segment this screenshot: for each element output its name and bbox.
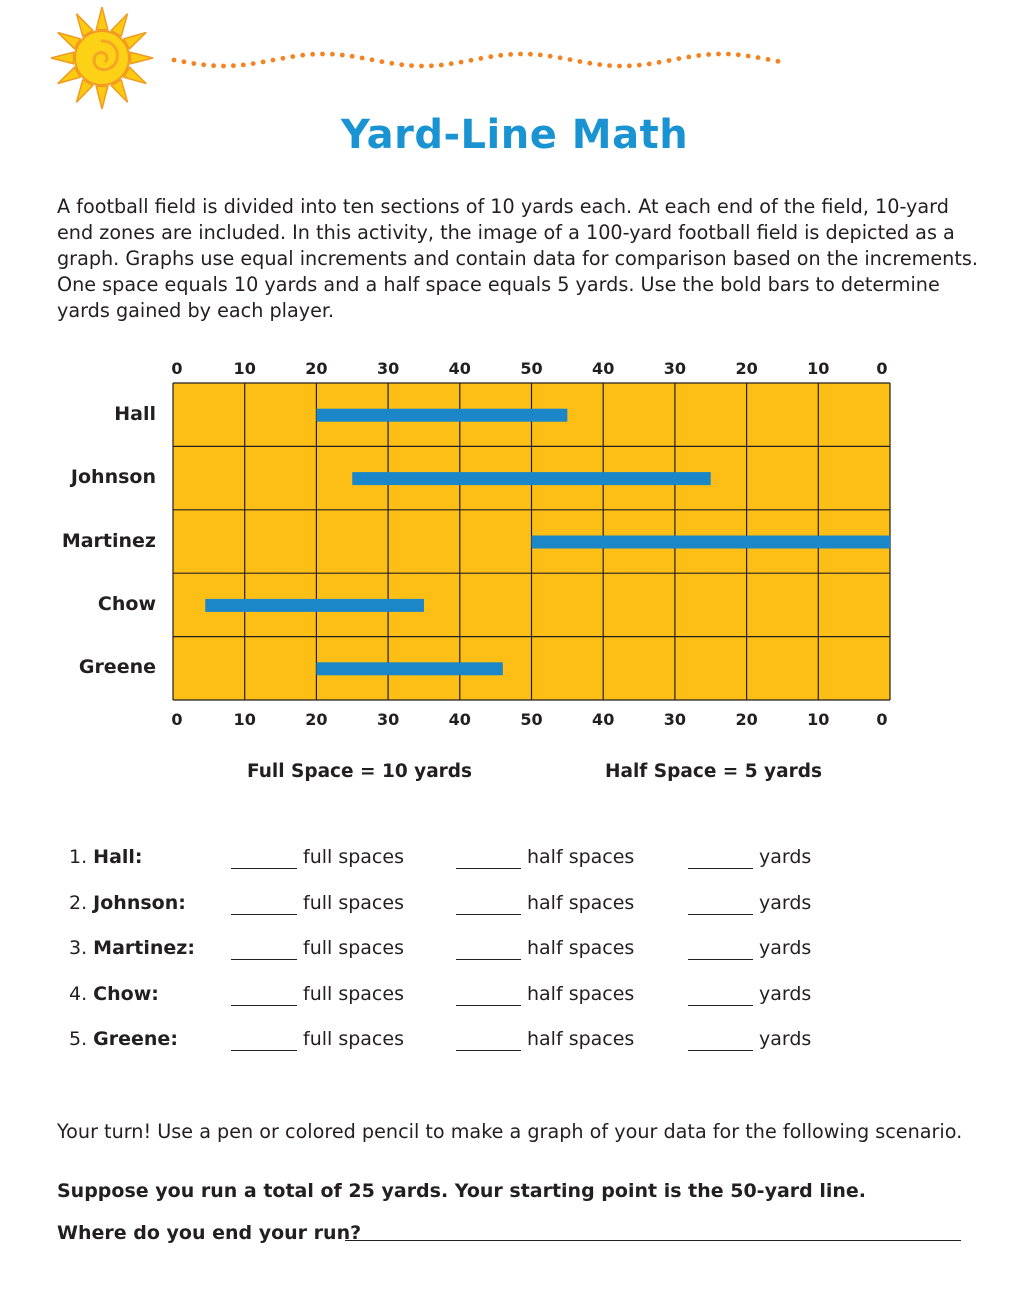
decoration-dot bbox=[290, 54, 295, 59]
yard-tick-label: 40 bbox=[448, 710, 471, 729]
decoration-dot bbox=[182, 59, 187, 64]
decoration-dot bbox=[231, 63, 236, 68]
decoration-dot bbox=[221, 64, 226, 69]
decoration-dot bbox=[518, 52, 523, 57]
decoration-dot bbox=[211, 63, 216, 68]
question-row bbox=[0, 846, 1029, 876]
decoration-dot bbox=[538, 53, 543, 58]
yards-answer-blank[interactable] bbox=[688, 914, 753, 915]
full-spaces-label: full spaces bbox=[303, 937, 404, 959]
half-spaces-label: half spaces bbox=[527, 937, 635, 959]
full-spaces-answer-blank[interactable] bbox=[231, 1005, 297, 1006]
full-spaces-label: full spaces bbox=[303, 1028, 404, 1050]
player-label: Hall bbox=[114, 402, 156, 425]
question-label bbox=[69, 937, 195, 959]
question-player-name: Hall: bbox=[93, 846, 143, 868]
yard-tick-label: 0 bbox=[876, 359, 888, 378]
yard-tick-label: 10 bbox=[807, 710, 830, 729]
decoration-dot bbox=[696, 53, 701, 58]
decoration-dot bbox=[776, 59, 781, 64]
decoration-dot bbox=[627, 63, 632, 68]
decoration-dot bbox=[350, 54, 355, 59]
yard-tick-label: 50 bbox=[520, 359, 543, 378]
decoration-dot bbox=[310, 52, 315, 57]
decoration-dot bbox=[340, 53, 345, 58]
decoration-dot bbox=[568, 57, 573, 62]
question-player-name: Martinez: bbox=[93, 937, 195, 959]
yard-tick-label: 20 bbox=[735, 710, 758, 729]
question-row bbox=[0, 937, 1029, 967]
yard-tick-label: 30 bbox=[376, 359, 400, 378]
question-player-name: Johnson: bbox=[93, 891, 186, 914]
yard-tick-label: 20 bbox=[735, 359, 758, 378]
decoration-dot bbox=[617, 64, 622, 69]
question-row bbox=[0, 983, 1029, 1013]
your-turn-text: Your turn! Use a pen or colored pencil to make a graph of your data for the following scenario. bbox=[57, 1120, 963, 1143]
decoration-dot bbox=[399, 62, 404, 67]
intro-paragraph: A football field is divided into ten sections of 10 yards each. At each end of the field, 10-yard end zones are included. In this activity, the image of a 100-yard football field is depicted as a graph. Graphs use equal increments and contain data for comparison based on the increments. One space equals 10 yards and a half space equals 5 yards. Use the bold bars to determine yards gained by each player. bbox=[57, 195, 978, 322]
decoration-dot bbox=[271, 58, 276, 63]
decoration-dot bbox=[479, 56, 484, 61]
sun-icon bbox=[50, 6, 154, 110]
decoration-dot bbox=[380, 59, 385, 64]
decoration-dot bbox=[667, 58, 672, 63]
full-spaces-label: full spaces bbox=[303, 982, 404, 1005]
yards-label: yards bbox=[759, 982, 812, 1005]
decoration-dot bbox=[766, 57, 771, 62]
decoration-dot bbox=[508, 52, 513, 57]
question-number: 4. bbox=[69, 982, 94, 1005]
half-spaces-answer-blank[interactable] bbox=[456, 1050, 521, 1051]
bottom-tick-labels bbox=[0, 710, 1029, 730]
yard-tick-label: 0 bbox=[876, 710, 888, 729]
decoration-dot bbox=[528, 52, 533, 57]
dotted-wave-decoration bbox=[170, 40, 782, 80]
decoration-dot bbox=[548, 54, 553, 59]
player-label: Martinez bbox=[61, 529, 156, 552]
page-title: Yard-Line Math bbox=[340, 112, 689, 158]
yard-tick-label: 40 bbox=[448, 359, 471, 378]
decoration-dot bbox=[459, 60, 464, 65]
question-label bbox=[69, 846, 143, 868]
decoration-dot bbox=[241, 63, 246, 68]
decoration-dot bbox=[201, 62, 206, 67]
yard-bar-greene bbox=[316, 662, 502, 675]
decoration-dot bbox=[637, 63, 642, 68]
question-player-name: Chow: bbox=[93, 982, 159, 1005]
decoration-dot bbox=[389, 61, 394, 66]
decoration-dot bbox=[488, 54, 493, 59]
yards-label: yards bbox=[759, 1028, 812, 1050]
full-spaces-label: full spaces bbox=[303, 846, 404, 868]
decoration-dot bbox=[558, 55, 563, 60]
question-row bbox=[0, 892, 1029, 922]
decoration-dot bbox=[360, 56, 365, 61]
yards-answer-blank[interactable] bbox=[688, 868, 753, 869]
decoration-dot bbox=[716, 52, 721, 57]
question-number: 5. bbox=[69, 1028, 94, 1050]
full-spaces-answer-blank[interactable] bbox=[231, 868, 297, 869]
question-label bbox=[69, 1028, 178, 1050]
yard-tick-label: 40 bbox=[592, 359, 615, 378]
key-half-space: Half Space = 5 yards bbox=[605, 761, 822, 782]
where-question: Where do you end your run? bbox=[57, 1222, 362, 1244]
yard-tick-label: 0 bbox=[171, 359, 183, 378]
yard-tick-label: 30 bbox=[663, 710, 687, 729]
decoration-dot bbox=[469, 58, 474, 63]
decoration-dot bbox=[409, 63, 414, 68]
field-grid bbox=[0, 340, 1029, 800]
yard-tick-label: 10 bbox=[233, 359, 256, 378]
yard-tick-label: 50 bbox=[520, 710, 543, 729]
decoration-dot bbox=[439, 63, 444, 68]
player-label: Johnson bbox=[70, 466, 156, 489]
key-full-space: Full Space = 10 yards bbox=[247, 761, 473, 782]
half-spaces-answer-blank[interactable] bbox=[456, 959, 521, 960]
yard-tick-label: 0 bbox=[171, 710, 183, 729]
sun-ray bbox=[130, 52, 153, 64]
decoration-dot bbox=[498, 53, 503, 58]
question-number: 3. bbox=[69, 937, 94, 959]
question-label bbox=[69, 892, 186, 914]
yard-tick-label: 40 bbox=[592, 710, 615, 729]
sun-ray bbox=[96, 7, 108, 30]
decoration-dot bbox=[647, 62, 652, 67]
decoration-dot bbox=[578, 59, 583, 64]
yard-bar-chow bbox=[205, 599, 424, 612]
sun-ray bbox=[96, 86, 108, 109]
half-spaces-label: half spaces bbox=[527, 891, 635, 914]
football-field-chart bbox=[0, 340, 1029, 800]
decoration-dot bbox=[686, 55, 691, 60]
decoration-dot bbox=[587, 61, 592, 66]
half-spaces-label: half spaces bbox=[527, 982, 635, 1005]
question-player-name: Greene: bbox=[93, 1028, 178, 1050]
decoration-dot bbox=[300, 53, 305, 58]
full-spaces-answer-blank[interactable] bbox=[231, 914, 297, 915]
question-number: 2. bbox=[69, 891, 94, 914]
yard-tick-label: 20 bbox=[305, 359, 328, 378]
decoration-dot bbox=[597, 62, 602, 67]
yards-label: yards bbox=[759, 937, 812, 959]
yards-answer-blank[interactable] bbox=[688, 959, 753, 960]
full-spaces-answer-blank[interactable] bbox=[231, 1050, 297, 1051]
decoration-dot bbox=[419, 64, 424, 69]
player-label: Greene bbox=[78, 656, 156, 679]
full-spaces-answer-blank[interactable] bbox=[231, 959, 297, 960]
decoration-dot bbox=[449, 61, 454, 66]
decoration-dot bbox=[677, 56, 682, 61]
decoration-dot bbox=[706, 52, 711, 57]
yard-tick-label: 30 bbox=[663, 359, 687, 378]
yards-answer-blank[interactable] bbox=[688, 1050, 753, 1051]
decoration-dot bbox=[756, 55, 761, 60]
decoration-dot bbox=[429, 63, 434, 68]
decoration-dot bbox=[370, 57, 375, 62]
where-answer-line[interactable] bbox=[345, 1240, 961, 1241]
player-label: Chow bbox=[97, 592, 156, 615]
question-row bbox=[0, 1028, 1029, 1058]
decoration-dot bbox=[281, 56, 286, 61]
yard-tick-label: 10 bbox=[807, 359, 830, 378]
decoration-dot bbox=[261, 60, 266, 65]
yard-tick-label: 20 bbox=[305, 710, 328, 729]
decoration-dot bbox=[251, 61, 256, 66]
yard-tick-label: 10 bbox=[233, 710, 256, 729]
question-number: 1. bbox=[69, 846, 94, 868]
sun-ray bbox=[51, 52, 74, 64]
half-spaces-answer-blank[interactable] bbox=[456, 868, 521, 869]
decoration-dot bbox=[320, 52, 325, 57]
decoration-dot bbox=[657, 60, 662, 65]
yards-label: yards bbox=[759, 846, 812, 868]
decoration-dot bbox=[736, 52, 741, 57]
scenario-text: Suppose you run a total of 25 yards. Your starting point is the 50-yard line. bbox=[57, 1180, 867, 1202]
decoration-dot bbox=[607, 63, 612, 68]
yard-bar-hall bbox=[316, 409, 567, 422]
full-spaces-label: full spaces bbox=[303, 891, 404, 914]
yards-label: yards bbox=[759, 891, 812, 914]
half-spaces-label: half spaces bbox=[527, 846, 635, 868]
half-spaces-label: half spaces bbox=[527, 1028, 635, 1050]
yard-bar-martinez bbox=[532, 536, 891, 549]
decoration-dot bbox=[330, 52, 335, 57]
decoration-dot bbox=[726, 52, 731, 57]
decoration-dot bbox=[191, 61, 196, 66]
yard-bar-johnson bbox=[352, 472, 711, 485]
yard-tick-label: 30 bbox=[376, 710, 400, 729]
half-spaces-answer-blank[interactable] bbox=[456, 1005, 521, 1006]
decoration-dot bbox=[172, 58, 177, 63]
yards-answer-blank[interactable] bbox=[688, 1005, 753, 1006]
question-label bbox=[69, 983, 159, 1005]
decoration-dot bbox=[746, 54, 751, 59]
half-spaces-answer-blank[interactable] bbox=[456, 914, 521, 915]
